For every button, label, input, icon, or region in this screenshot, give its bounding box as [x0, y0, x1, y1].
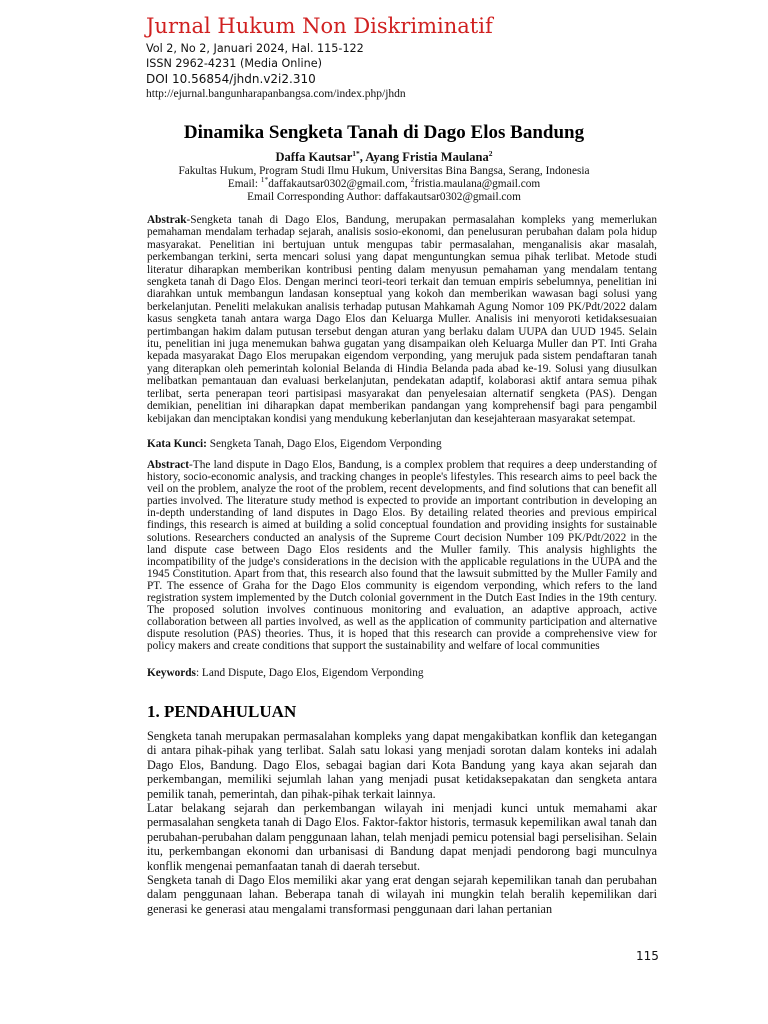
author-2-marker: 2: [488, 148, 493, 158]
email-1-marker: 1*: [260, 175, 269, 185]
volume-line: Vol 2, No 2, Januari 2024, Hal. 115-122: [146, 42, 364, 55]
section-heading: 1. PENDAHULUAN: [147, 702, 297, 721]
keywords-en-label: Keywords: [147, 667, 196, 679]
email-2[interactable]: fristia.maulana@gmail.com: [414, 178, 541, 190]
body-paragraph: Latar belakang sejarah dan perkembangan wilayah ini menjadi kunci untuk memahami akar permasalahan sengketa tanah di Dago Elos. Faktor-faktor historis, termasuk kepemilikan awal tanah dan perubahan-perubahan dalam penggunaan lahan, telah menjadi pemicu potensial bagi perselisihan. Selain itu, perkembangan ekonomi dan urbanisasi di Bandung dapat menjadi pendorong bagi munculnya konflik mengenai pemanfaatan tanah di daerah tersebut.: [147, 801, 657, 873]
abstract-en-label: Abstract: [147, 459, 190, 471]
page-number: 115: [636, 949, 659, 963]
email-1[interactable]: daffakautsar0302@gmail.com,: [268, 178, 411, 190]
abstract-id-label: Abstrak: [147, 214, 187, 226]
author-1: Daffa Kautsar: [275, 150, 353, 164]
body-paragraph: Sengketa tanah di Dago Elos memiliki akar yang erat dengan sejarah kepemilikan tanah dan perubahan dalam penggunaan lahan. Beberapa tanah di wilayah ini mungkin telah beralih kepemilikan dari generasi ke generasi atau mengalami transformasi penggunaan dari lahan pertanian: [147, 873, 657, 916]
abstract-indonesian: [147, 214, 657, 425]
keywords-id-label: Kata Kunci:: [147, 438, 207, 450]
paper-title: Dinamika Sengketa Tanah di Dago Elos Bandung: [183, 122, 585, 143]
corresponding-author: Email Corresponding Author: daffakautsar0302@gmail.com: [247, 191, 521, 203]
body-paragraph: Sengketa tanah merupakan permasalahan kompleks yang dapat mengakibatkan konflik dan ketegangan di antara pihak-pihak yang terlibat. Salah satu lokasi yang menjadi sorotan dalam konteks ini adalah Dago Elos, Bandung. Dago Elos, sebagai bagian dari Kota Bandung yang kaya akan sejarah dan perkembangan, memiliki sejumlah lahan yang menjadi pusat ketidaksepakatan dan sengketa antara pemilik tanah, pemerintah, dan pihak-pihak terkait lainnya.: [147, 729, 657, 801]
section-body: [147, 729, 657, 916]
author-2: , Ayang Fristia Maulana: [359, 150, 489, 164]
journal-title: Jurnal Hukum Non Diskriminatif: [146, 14, 493, 38]
keywords-en-text: : Land Dispute, Dago Elos, Eigendom Verponding: [195, 667, 424, 679]
email-prefix: Email:: [227, 178, 261, 190]
email-line: [0, 175, 768, 190]
abstract-id-text: -Sengketa tanah di Dago Elos, Bandung, merupakan permasalahan kompleks yang memerlukan pemahaman mendalam terhadap sejarah, analisis sosio-ekonomi, dan penelusuran perubahan dalam pola hidup masyarakat. Penelitian ini bertujuan untuk mengupas tabir permasalahan, menganalisis akar masalah, perkembangan terkini, serta mencari solusi yang dapat menguntungkan semua pihak terlibat. Metode studi literatur diharapkan memberikan kontribusi penting dalam menyusun pemahaman yang mendalam tentang sengketa tanah di Dago Elos. Dengan merinci teori-teori terkait dan temuan empiris sebelumnya, penelitian ini diarahkan untuk membangun landasan konseptual yang kokoh dan memberikan wawasan bagi solusi yang berkelanjutan. Peneliti melakukan analisis terhadap putusan Mahkamah Agung Nomor 109 PK/Pdt/2022 dalam kasus sengketa tanah antara warga Dago Elos dan Keluarga Muller. Analisis ini menyoroti ketidaksesuaian pertimbangan hakim dalam putusan tersebut dengan aturan yang berlaku dalam UUPA dan UUD 1945. Selain itu, penelitian ini juga menemukan bahwa gugatan yang disampaikan oleh Keluarga Muller dan PT. Inti Graha kepada masyarakat Dago Elos merupakan eigendom verponding, yang merujuk pada sistem pendaftaran tanah yang diterapkan oleh pemerintah kolonial Belanda di Hindia Belanda pada abad ke-19. Solusi yang diusulkan melibatkan pemantauan dan evaluasi berkelanjutan, pendekatan adaptif, kolaborasi aktif antara semua pihak terlibat, serta penerapan teori partisipasi masyarakat dan penyelesaian alternatif sengketa (PAS). Dengan demikian, penelitian ini diharapkan dapat memberikan pandangan yang komprehensif bagi para pengambil kebijakan dan menciptakan kondisi yang mendukung keberlanjutan dan kesejahteraan masyarakat setempat.: [147, 214, 657, 425]
author-1-marker: 1*: [352, 148, 360, 158]
author-line: [0, 150, 768, 165]
keywords-id-text: Sengketa Tanah, Dago Elos, Eigendom Verponding: [206, 438, 442, 450]
affiliation: Fakultas Hukum, Program Studi Ilmu Hukum, Universitas Bina Bangsa, Serang, Indonesia: [178, 165, 590, 177]
abstract-en-text: -The land dispute in Dago Elos, Bandung, is a complex problem that requires a deep understanding of history, socio-economic analysis, and tracking changes in people's lifestyles. This research aims to peel back the veil on the problem, analyze the root of the problem, recent developments, and find solutions that can benefit all parties involved. The literature study method is expected to provide an important contribution in developing an in-depth understanding of land disputes in Dago Elos. By detailing related theories and previous empirical findings, this research is aimed at building a solid conceptual foundation and providing insights for sustainable solutions. Researchers conducted an analysis of the Supreme Court decision Number 109 PK/Pdt/2022 in the land dispute case between Dago Elos residents and the Muller family. This analysis highlights the incompatibility of the judge's considerations in the decision with the applicable regulations in the UUPA and the 1945 Constitution. Apart from that, this research also found that the lawsuit submitted by the Muller Family and PT. The essence of Graha for the Dago Elos community is eigendom verponding, which refers to the land registration system implemented by the Dutch colonial government in the Dutch East Indies in the 19th century. The proposed solution involves continuous monitoring and evaluation, an adaptive approach, active collaboration between all parties involved, as well as the application of community participation and alternative dispute resolution (PAS) theories. Thus, it is hoped that this research can provide a comprehensive view for policy makers and create conditions that support the sustainability and welfare of local communities: [147, 459, 657, 653]
email-2-marker: 2: [410, 175, 415, 185]
journal-url-link[interactable]: http://ejurnal.bangunharapanbangsa.com/index.php/jhdn: [146, 88, 406, 100]
doi-line: DOI 10.56854/jhdn.v2i2.310: [146, 72, 316, 86]
keywords-indonesian: [147, 438, 657, 450]
issn-line: ISSN 2962-4231 (Media Online): [146, 57, 322, 70]
keywords-english: [147, 667, 657, 679]
abstract-english: [147, 459, 657, 653]
